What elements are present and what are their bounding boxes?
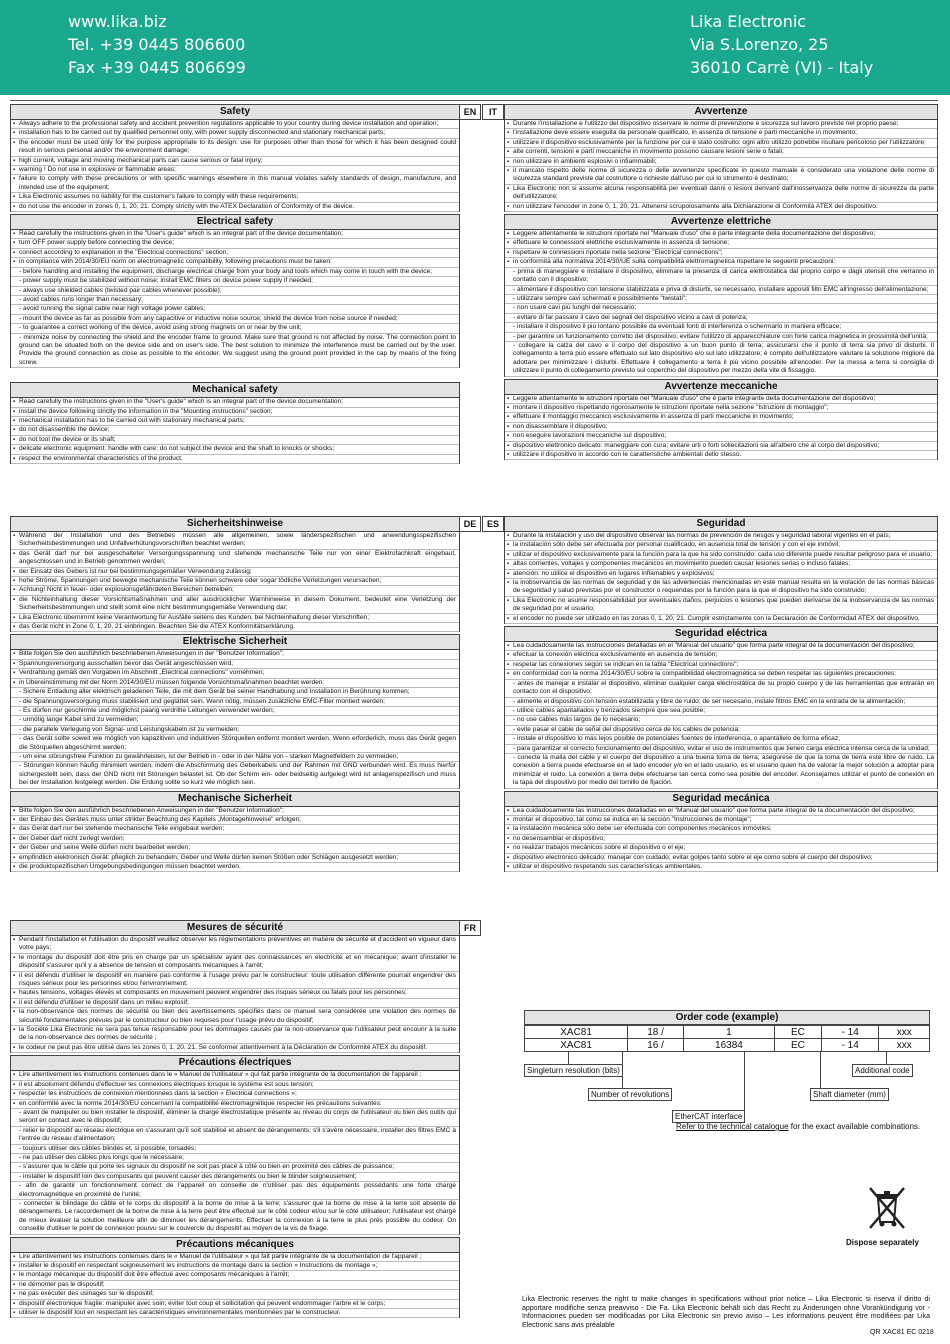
electrical-safety-section [10, 1055, 460, 1234]
safety-list [504, 120, 938, 212]
website-link[interactable]: www.lika.biz [68, 12, 167, 31]
list-item: ▪ montare il dispositivo rispettando rigorosamente le istruzioni riportate nella sezione "Istruzioni di montaggio"; [505, 404, 937, 413]
list-item: - Sichere Entladung aller elektrisch geladenen Teile, die mit dem Gerät bei seiner Handhabung und Installation in Berührung kommen; [11, 688, 459, 697]
list-item: ▪ en conformidad con la norma 2014/30/EU sobre la compatibilidad electromagnética se deben respetar las siguientes precauciones: [505, 670, 937, 679]
list-item: ▪ Während der Installation und des Betriebes müssen alle allgemeinen, sowie länderspezifischen und anwendungsspezifischen Sicherheitsbestimmungen und Unfallverhütungsvorschriften beachtet werden; [11, 532, 459, 550]
list-item: - power supply must be stabilized without noise; install EMC filters on device power supply if needed; [11, 277, 459, 286]
list-item: ▪ dispositivo elettronico delicato: maneggiare con cura; evitare urti o forti sollecitazioni sia all'albero che al corpo del dispositivo; [505, 442, 937, 451]
section-title [504, 104, 938, 120]
order-code-box [524, 1010, 930, 1052]
list-item: ▪ le codeur ne peut pas être utilisé dans les zones 0, 1, 20, 21. Se conformer attentivement à la Déclaration de Conformité ATEX du dispositif. [11, 1044, 459, 1053]
list-item: ▪ la instalación mecánica sólo debe ser efectuada con componentes mecánicos inmóviles; [505, 825, 937, 834]
list-item: ▪ in compliance with 2014/30/EU norm on electromagnetic compatibility, following precautions must be taken: [11, 258, 459, 267]
list-item: - Störungen können häufig minimiert werden, indem die Abschirmung des Geberkabels und der Rahmen mit GND verbunden wird. Es muss hierfür sichergestellt sein, dass der GND nicht mit Störungen belastet ist. Ob der Schirm ein- oder beidseitig aufgelegt wird ist anlagenspezifisch und muss bei der Installation festgelegt werden. Die Erdung sollte so kurz wie möglich sein. [11, 762, 459, 788]
list-item: ▪ das Gerät nicht in Zone 0, 1, 20, 21 einbringen. Beachten Sie die ATEX Konformitätserklärung. [11, 623, 459, 632]
order-code-cell: xxx [879, 1039, 930, 1052]
list-item: ▪ atención: no utilice el dispositivo en lugares inflamables y explosivos; [505, 570, 937, 579]
section-title [10, 791, 460, 807]
list-item: ▪ empfindlich elektronisch Gerät: pfleglich zu behandeln; Geber und Welle dürfen keinen Stößen oder Schlägen ausgesetzt werden; [11, 854, 459, 863]
list-item: - avoid cables runs longer than necessary; [11, 296, 459, 305]
list-item: ▪ alte correnti, tensioni e parti meccaniche in movimento possono causare lesioni serie o fatali; [505, 148, 937, 157]
safety-list [10, 532, 460, 632]
list-item: ▪ en conformité avec la norme 2014/30/EU concernant la compatibilité électromagnétique respecter les précautions suivantes: [11, 1100, 459, 1109]
mechanical-safety-list [504, 807, 938, 873]
list-item: - antes de manejar e instalar el dispositivo, eliminar cualquier carga electrostática de su propio cuerpo y de las herramientas que entrarán en contacto con el dispositivo; [505, 680, 937, 698]
list-item: - minimize noise by connecting the shield and the encoder frame to ground. Make sure that ground is not affected by noise. The connection point to ground can be situated both on the device side and on user's side. The best solution to minimize the interference must be carried out by the user. Provide the ground connection as close as possible to the encoder. We suggest using the ground point provided in the cap by means of the fixing screw. [11, 334, 459, 369]
list-item: ▪ das Gerät darf nur bei ausgeschalteter Versorgungsspannung und stehende mechanische Teile nur von einer Elektrofachkraft eingebaut, angeschlossen und in Betrieb genommen werden; [11, 550, 459, 568]
order-code-table [524, 1025, 930, 1052]
section-title-text: Elektrische Sicherheit [182, 636, 288, 648]
list-item: ▪ Verdrahtung gemäß den Vorgaben im Abschnitt „Electrical connections" vornehmen; [11, 669, 459, 678]
list-item: ▪ in conformità alla normativa 2014/30/UE sulla compatibilità elettromagnetica rispettare le seguenti precauzioni: [505, 258, 937, 267]
list-item: ▪ the encoder must be used only for the purpose appropriate to its design: use for purposes other than those for which it has been designed could result in serious personal and/or the environment damage; [11, 139, 459, 157]
order-code-row [525, 1026, 930, 1039]
list-item: - utilizzare sempre cavi schermati e possibilmente "twistati"; [505, 295, 937, 304]
list-item: ▪ l'installazione deve essere eseguita da personale qualificato, in assenza di tensione e parti meccaniche in movimento; [505, 129, 937, 138]
safety-section [504, 104, 938, 212]
language-tag: FR [459, 920, 481, 936]
section-title-text: Avvertenze elettriche [670, 216, 772, 228]
section-title-text: Seguridad [696, 518, 746, 529]
list-item: ▪ efectuar la conexión eléctrica exclusivamente en ausencia de tensión; [505, 651, 937, 660]
list-item: ▪ utilizar el dispositivo exclusivamente para la función para la que ha sido construido: cada uso diferente puede resultar peligroso para el usuario; [505, 551, 937, 560]
leader-line [568, 1052, 569, 1064]
list-item: ▪ Lire attentivement les instructions contenues dans le « Manuel de l'utilisateur » qui fait partie intégrante de la documentation de l'appareil ; [11, 1071, 459, 1080]
revolutions-label: Number of revolutions [588, 1088, 672, 1101]
leader-line [820, 1052, 821, 1088]
list-item: - avoid running the signal cable near high voltage power cables; [11, 305, 459, 314]
section-title [504, 516, 938, 532]
order-code-cell: 1 [683, 1026, 774, 1039]
list-item: ▪ Lire attentivement les instructions contenues dans le « Manuel de l'utilisateur » qui fait partie intégrante de la documentation de l'appareil ; [11, 1253, 459, 1262]
order-code-cell: 16 / [628, 1039, 684, 1052]
list-item: ▪ non eseguire lavorazioni meccaniche sul dispositivo; [505, 432, 937, 441]
section-title [504, 379, 938, 395]
list-item: - no use cables más largos de lo necesario; [505, 716, 937, 725]
list-item: ▪ das Gerät darf nur bei stehende mechanische Teile eingebaut werden; [11, 825, 459, 834]
list-item: ▪ non utilizzare l'encoder in zone 0, 1, 20, 21. Attenersi scrupolosamente alla Dichiarazione di Conformità ATEX del dispositivo. [505, 203, 937, 212]
section-title [10, 516, 477, 532]
list-item: ▪ la non-observance des normes de sécurité ou bien des avertissements spécifiés dans ce manuel sera considérée une violation des normes de sécurité fondamentales prévues par le constructeur ou bien requises pour l'usage prévu du dispositif; [11, 1008, 459, 1026]
section-title [10, 382, 460, 398]
section-title-text: Mechanische Sicherheit [178, 792, 292, 804]
list-item: ▪ la instalación sólo debe ser efectuada por personal cualificado, en ausencia total de tensión y con el eje inmóvil; [505, 541, 937, 550]
list-item: - toujours utiliser des câbles blindés et, si possible, torsadés; [11, 1145, 459, 1154]
italian-column [504, 104, 938, 462]
list-item: ▪ dispositif électronique fragile: manipuler avec soin; éviter tout coup et sollicitation qui peuvent endommager l'arbre et le corps; [11, 1300, 459, 1309]
list-item: - mount the device as far as possible from any capacitive or inductive noise source; shield the device from noise source if needed; [11, 315, 459, 324]
list-item: ▪ respect the environmental characteristics of the product. [11, 455, 459, 464]
list-item: ▪ high current, voltage and moving mechanical parts can cause serious or fatal injury; [11, 157, 459, 166]
safety-section [504, 516, 938, 624]
list-item: - ne pas utiliser des câbles plus longs que le nécessaire; [11, 1154, 459, 1163]
section-title [10, 920, 476, 936]
order-code-cell: - 14 [821, 1026, 879, 1039]
list-item: ▪ effettuare le connessioni elettriche esclusivamente in assenza di tensione; [505, 239, 937, 248]
list-item: ▪ respetar las conexiones según se indican en la tabla "Electrical connections"; [505, 661, 937, 670]
weee-bin-icon [862, 1182, 912, 1232]
electrical-safety-section [10, 634, 460, 788]
electrical-safety-section [504, 214, 938, 377]
list-item: ▪ el encoder no puede ser utilizado en las zonas 0, 1, 20, 21. Cumplir estrictamente con la Declaración de Conformidad ATEX del dispositivo. [505, 615, 937, 624]
list-item: ▪ le montage du dispositif doit être pris en charge par un spécialiste ayant des connaissances en électricité et en mécanique; avant d'installer le dispositif s'assurer qu'il y a absence de tension et composants mécaniques à l'arrêt; [11, 954, 459, 972]
list-item: ▪ Achtung! Nicht in feuer- oder explosionsgefährdeten Bereichen betreiben; [11, 586, 459, 595]
list-item: - s'assurer que le câble qui porte les signaux du dispositif ne soit pas placé à côté ou bien en proximité des câbles de puissance; [11, 1163, 459, 1172]
list-item: ▪ la Société Lika Electronic ne sera pas tenue responsable pour les dommages causés par la non-observance que l'utilisateur peut encourir à la suite de la non-observance des normes de sécurité ; [11, 1026, 459, 1044]
list-item: - avant de manipuler ou bien installer le dispositif, éliminer la charge électrostatique présente au niveau du corps de l'utilisateur ou bien des outils qui seront en contact avec le dispositif; [11, 1109, 459, 1127]
order-code-cell: XAC81 [525, 1026, 628, 1039]
list-item: ▪ hohe Ströme, Spannungen und bewegte mechanische Teile können schwere oder sogar tödliche Verletzungen verursachen; [11, 577, 459, 586]
section-title-text: Safety [219, 106, 250, 117]
list-item: ▪ do not tool the device or its shaft; [11, 436, 459, 445]
list-item: - das Gerät sollte soweit wie möglich von kapazitiven und induktiven Störquellen entfernt montiert werden. Wenn erforderlich, muss das Gerät gegen die Störquellen abgeschirmt werden; [11, 735, 459, 753]
list-item: ▪ utilizar el dispositivo respetando sus características ambientales. [505, 863, 937, 872]
list-item: ▪ der Geber darf nicht zerlegt werden; [11, 835, 459, 844]
safety-section [10, 516, 477, 632]
contact-block [68, 10, 246, 79]
company-name: Lika Electronic [690, 12, 807, 31]
order-code-cell: - 14 [821, 1039, 879, 1052]
list-item: ▪ non disassemblare il dispositivo; [505, 423, 937, 432]
list-item: ▪ connect according to explanation in the "Electrical connections" section; [11, 249, 459, 258]
additional-code-label: Additional code [852, 1064, 913, 1077]
language-tag: DE [459, 516, 481, 532]
list-item: ▪ do not disassemble the device; [11, 426, 459, 435]
list-item: ▪ ne pas exécuter des usinages sur le dispositif; [11, 1290, 459, 1299]
list-item: - utilice cables apantallados y trenzados siempre que sea posible; [505, 707, 937, 716]
list-item: ▪ Read carefully the instructions given in the "User's guide" which is an integral part of the device documentation; [11, 230, 459, 239]
list-item: ▪ Bitte folgen Sie den ausführlich beschriebenen Anweisungen in der "Benutzer Information"; [11, 807, 459, 816]
safety-section [10, 104, 477, 212]
safety-list [10, 936, 460, 1053]
list-item: ▪ der Einbau des Gerätes muss unter strikter Beachtung des Kapitels „Montagehinweise" erfolgen; [11, 816, 459, 825]
list-item: - instale el dispositivo lo más lejos posible de potenciales fuentes de interferencia, o apantállelo de forma eficaz; [505, 735, 937, 744]
electrical-safety-section [10, 214, 460, 368]
mechanical-safety-section [10, 1237, 460, 1319]
shaft-diameter-label: Shaft diameter (mm) [810, 1088, 889, 1101]
list-item: ▪ la inobservancia de las normas de seguridad y de las advertencias mencionadas en este manual resulta en la violación de las normas básicas de seguridad y salud previstas por el constructor o requeridas por la función para la que el dispositivo ha sido construido; [505, 579, 937, 597]
list-item: ▪ installation has to be carried out by qualified personnel only, with power supply disconnected and stationary mechanical parts; [11, 129, 459, 138]
list-item: - alimente el dispositivo con tensión estabilizada y libre de ruido; de ser necesario, instale filtros EMC en la entrada de la alimentación; [505, 698, 937, 707]
fax-number: Fax +39 0445 806699 [68, 58, 246, 77]
section-title-text: Avvertenze meccaniche [664, 380, 778, 392]
list-item: ▪ ne démonter pas le dispositif; [11, 1281, 459, 1290]
list-item: - before handling and installing the equipment, discharge electrical charge from your body and tools which may come in touch with the device; [11, 268, 459, 277]
french-column [10, 920, 476, 1320]
mechanical-safety-list [10, 807, 460, 873]
section-title [504, 791, 938, 807]
list-item: ▪ le montage mécanique du dispositif doit être effectué avec composants mécaniques à l'arrêt; [11, 1271, 459, 1280]
order-code-cell: 16384 [683, 1039, 774, 1052]
german-column [10, 516, 477, 874]
document-id: QR XAC81 EC 0218 [870, 1329, 934, 1336]
section-title-text: Précautions mécaniques [176, 1238, 294, 1250]
list-item: ▪ Spannungsversorgung ausschalten bevor das Gerät angeschlossen wird; [11, 660, 459, 669]
list-item: - always use shielded cables (twisted pair cables whenever possible); [11, 287, 459, 296]
list-item: ▪ warning ! Do not use in explosive or flammable areas; [11, 166, 459, 175]
list-item: ▪ il est absolument défendu d'effectuer les connexions électriques lorsque le système est sous tension; [11, 1081, 459, 1090]
list-item: ▪ respecter les instructions de connexion mentionnées dans la section « Electrical connections »; [11, 1090, 459, 1099]
list-item: - to guarantee a correct working of the device, avoid using strong magnets on or near by the unit; [11, 324, 459, 333]
electrical-safety-list [504, 642, 938, 789]
section-title [10, 1237, 460, 1253]
list-item: ▪ do not use the encoder in zones 0, 1, 20, 21. Comply strictly with the ATEX Declaration of Conformity of the device. [11, 203, 459, 212]
singleturn-label: Singleturn resolution (bits) [524, 1064, 623, 1077]
section-title-text: Mechanical safety [192, 384, 278, 396]
list-item: - collegare la calza del cavo e il corpo del dispositivo a un buon punto di terra; assicurarsi che il punto di terra sia privo di disturbi. Il collegamento a terra può essere effettuato sul lato dispositivo e/o sul lato utilizzatore; è compito dell'utilizzatore valutare la soluzione migliore da adottare per minimizzare i disturbi. Effettuare il collegamento a terra il più vicino possibile all'encoder. Per la messa a terra si consiglia di utilizzare il punto di collegamento previsto sul coperchio del dispositivo per mezzo della vite di fissaggio. [505, 342, 937, 377]
language-tag-es: ES [482, 516, 504, 532]
list-item: ▪ Lika Electronic non si assume alcuna responsabilità per eventuali danni o lesioni derivanti dall'inosservanza delle norme di sicurezza da parte dell'utilizzatore; [505, 185, 937, 203]
list-item: ▪ Bitte folgen Sie den ausführlich beschriebenen Anweisungen in der "Benutzer Information"; [11, 650, 459, 659]
section-title-text: Avvertenze [694, 106, 748, 117]
list-item: ▪ no realizar trabajos mecánicos sobre el dispositivo o el eje; [505, 844, 937, 853]
list-item: - evitare di far passare il cavo dei segnali del dispositivo vicino a cavi di potenza; [505, 314, 937, 323]
list-item: ▪ Durante l'installazione e l'utilizzo del dispositivo osservare le norme di prevenzione e sicurezza sul lavoro previste nel proprio paese; [505, 120, 937, 129]
list-item: - um eine störungsfreie Funktion zu gewährleisten, ist der Betrieb in - oder in der Nähe von - starken Magnetfeldern zu vermeiden; [11, 753, 459, 762]
list-item: ▪ non utilizzare in ambienti esplosivi o infiammabili; [505, 158, 937, 167]
list-item: - die Spannungsversorgung muss stabilisiert und geglättet sein. Wenn nötig, müssen zusätzliche EMC-Filter montiert werden; [11, 698, 459, 707]
language-tag-it: IT [482, 104, 504, 120]
order-code-cell: EC [774, 1039, 821, 1052]
list-item: ▪ Always adhere to the professional safety and accident prevention regulations applicable to your country during device installation and operation; [11, 120, 459, 129]
list-item: ▪ Leggere attentamente le istruzioni riportate nel "Manuale d'uso" che è parte integrante della documentazione del dispositivo; [505, 395, 937, 404]
mechanical-safety-list [10, 398, 460, 464]
electrical-safety-section [504, 626, 938, 789]
address-block [690, 10, 873, 79]
street-address: Via S.Lorenzo, 25 [690, 35, 829, 54]
list-item: - Es dürfen nur geschirmte und möglichst paarig verdrillte Leitungen verwendet werden; [11, 707, 459, 716]
mechanical-safety-list [504, 395, 938, 461]
order-code-cell: xxx [879, 1026, 930, 1039]
page-header [0, 0, 950, 95]
list-item: - installare il dispositivo il più lontano possibile da eventuali fonti di interferenza o schermarlo in maniera efficace; [505, 323, 937, 332]
dispose-label: Dispose separately [846, 1238, 919, 1247]
list-item: ▪ der Geber und seine Welle dürfen nicht bearbeitet werden; [11, 844, 459, 853]
mechanical-safety-section [504, 379, 938, 461]
reference-note [676, 1122, 920, 1131]
list-item: ▪ die Nichteinhaltung dieser Vorsichtsmaßnahmen und aller ausdrücklicher Warnhinweise in diesem Dokument, bedeutet eine Verletzung der Sicherheitsbestimmungen und stellt somit eine nicht bestimmungsgemäße Verwendung dar; [11, 596, 459, 614]
list-item: ▪ utilizzare il dispositivo in accordo con le caratteristiche ambientali dello stesso. [505, 451, 937, 460]
mechanical-safety-section [10, 382, 460, 464]
list-item: - installer le dispositif loin des composants qui peuvent causer des dérangements ou bien le blinder soigneusement; [11, 1173, 459, 1182]
section-title-text: Seguridad eléctrica [674, 628, 768, 640]
list-item: - prima di maneggiare e installare il dispositivo, eliminare la presenza di carica elettrostatica dal proprio corpo e dagli utensili che verranno in contatto con il dispositivo; [505, 268, 937, 286]
section-title-text: Mesures de sécurité [186, 922, 284, 933]
interface-label: EtherCAT interface [672, 1110, 745, 1123]
list-item: ▪ Lika Electronic assumes no liability for the customer's failure to comply with these requirements; [11, 193, 459, 202]
safety-list [504, 532, 938, 624]
list-item: ▪ hautes tensions, voltages élevés et composants en mouvement peuvent engendrer des risques sérieux ou fatals pour les personnes; [11, 989, 459, 998]
list-item: ▪ install the device following strictly the information in the "Mounting instructions" section; [11, 408, 459, 417]
catalogue-link[interactable]: Refer to the technical catalogue [676, 1122, 789, 1131]
list-item: ▪ utiliser le dispositif tout en respectant les caractéristiques environnementales mentionnées par le constructeur. [11, 1309, 459, 1318]
electrical-safety-list [504, 230, 938, 377]
list-item: ▪ delicate electronic equipment: handle with care; do not subject the device and the shaft to knocks or shocks; [11, 445, 459, 454]
english-column [10, 104, 477, 466]
spanish-column [504, 516, 938, 874]
list-item: - connecter le blindage du câble et le corps du dispositif à la borne de mise à la terre; s'assurer que la borne de mise à la terre soit absente de dérangements. Le raccordement de la borne de mise à la terre peut être effectué sur le côté codeur et/ou sur le côté utilisateur; l'utilisateur est chargé de mieux évaluer la solution meilleure afin de diminuer les dérangements. Effectuer la connexion à la terre le plus près possible du codeur. On conseille d'utiliser le point de connexion pourvu sur le couvercle du dispositif au moyen de la vis de fixage. [11, 1200, 459, 1235]
list-item: ▪ Pendant l'installation et l'utilisation du dispositif veuillez observer les réglementations préventives en matière de sécurité et d'accident en vigueur dans votre pays; [11, 936, 459, 954]
list-item: ▪ Lea cuidadosamente las instrucciones detalladas en el "Manual del usuario" que forma parte integral de la documentación del dispositivo; [505, 807, 937, 816]
list-item: - alimentare il dispositivo con tensione stabilizzata e priva di disturbi, se necessario, installare appositi filtri EMC all'ingresso dell'alimentazione; [505, 286, 937, 295]
list-item: ▪ Read carefully the instructions given in the "User's guide" which is an integral part of the device documentation; [11, 398, 459, 407]
mechanical-safety-section [504, 791, 938, 873]
section-title [504, 214, 938, 230]
section-title [10, 634, 460, 650]
section-title [10, 1055, 460, 1071]
list-item: ▪ Lika Electronic no asume responsabilidad por eventuales daños, perjuicios o lesiones que pueden derivarse de la inobservancia de las normas de seguridad por el usuario; [505, 597, 937, 615]
section-title-text: Electrical safety [196, 216, 274, 228]
reference-note-rest: for the exact available combinations. [788, 1122, 921, 1131]
disclaimer-footer: Lika Electronic reserves the right to make changes in specifications without prior notice – Lika Electronic si riserva il diritto di apportare modifiche senza preavviso - Die Fa. Lika Electronic behält sich das Recht zu Änderungen ohne Vorankündigung vor - Informaciones pueden ser modificadas por Lika Electronic sin previo aviso – Les informations peuvent être modifiées par Lika Electronic sans avis préalable [522, 1296, 930, 1329]
list-item: ▪ der Einsatz des Gebers ist nur bei bestimmungsgemäßer Verwendung zulässig; [11, 568, 459, 577]
list-item: ▪ no desensamblar el dispositivo; [505, 835, 937, 844]
section-title [504, 626, 938, 642]
list-item: ▪ altas corrientes, voltajes y componentes mecánicos en movimiento pueden causar lesiones serias o incluso fatales; [505, 560, 937, 569]
safety-list [10, 120, 460, 212]
list-item: - afin de garantir un fonctionnement correct de l'appareil on conseille de n'utiliser pas des équipements possédants une forte charge électromagnétique en proximité de l'unité; [11, 1182, 459, 1200]
section-title [10, 104, 477, 120]
list-item: ▪ effettuare il montaggio meccanico esclusivamente in assenza di parti meccaniche in movimento; [505, 413, 937, 422]
list-item: - para garantizar el correcto funcionamiento del dispositivo, evitar el uso de instrumentos que tienen carga eléctrica intensa cerca de la unidad; [505, 745, 937, 754]
leader-line [886, 1052, 887, 1064]
leader-line [744, 1052, 745, 1112]
list-item: ▪ rispettare le connessioni riportate nella sezione "Electrical connections"; [505, 249, 937, 258]
phone-number: Tel. +39 0445 806600 [68, 35, 246, 54]
list-item: ▪ il est défendu d'utiliser le dispositif en manière pas conforme à l'usage prévu par le constructeur: toute utilisation différente pourrait engendrer des risques sérieux pour les personnes et/ou l'environnement; [11, 972, 459, 990]
electrical-safety-list [10, 1071, 460, 1234]
order-code-row [525, 1039, 930, 1052]
list-item: - non usare cavi più lunghi del necessario; [505, 304, 937, 313]
section-title-text: Précautions électriques [178, 1057, 292, 1069]
list-item: ▪ Lika Electronic übernimmt keine Verantwortung für Ausfälle seitens des Kunden, bei Nichteinhaltung dieser Vorschriften; [11, 614, 459, 623]
list-item: ▪ dispositivo electrónico delicado: manejar con cuidado; evitar golpes tanto sobre el eje como sobre el cuerpo del dispositivo; [505, 854, 937, 863]
list-item: ▪ il mancato rispetto delle norme di sicurezza o delle avvertenze specificate in questo manuale è considerato una violazione delle norme di sicurezza standard previste dal costruttore o richieste dall'uso per cui lo strumento è destinato; [505, 167, 937, 185]
section-title-text: Sicherheitshinweise [186, 518, 284, 529]
list-item: ▪ Lea cuidadosamente las instrucciones detalladas en el "Manual del usuario" que forma parte integral de la documentación del dispositivo; [505, 642, 937, 651]
list-item: - die parallele Verlegung von Signal- und Leistungskabeln ist zu vermeiden; [11, 726, 459, 735]
list-item: ▪ in Übereinstimmung mit der Norm 2014/30/EU müssen folgende Vorsichtsmaßnahmen beachtet werden: [11, 679, 459, 688]
section-title [10, 214, 460, 230]
list-item: ▪ turn OFF power supply before connecting the device; [11, 239, 459, 248]
list-item: ▪ utilizzare il dispositivo esclusivamente per la funzione per cui è stato costruito: ogni altro utilizzo potrebbe risultare pericoloso per l'utilizzatore; [505, 139, 937, 148]
safety-section [10, 920, 476, 1053]
order-code-title: Order code (example) [524, 1010, 930, 1025]
list-item: ▪ il est défendu d'utiliser le dispositif dans un milieu explosif; [11, 999, 459, 1008]
mechanical-safety-section [10, 791, 460, 873]
list-item: ▪ installer le dispositif en respectant soigneusement les instructions de montage dans la section « Instructions de montage »; [11, 1262, 459, 1271]
list-item: ▪ mechanical installation has to be carried out with stationary mechanical parts; [11, 417, 459, 426]
list-item: - unnötig lange Kabel sind zu vermeiden; [11, 716, 459, 725]
section-title-text: Seguridad mecánica [672, 792, 770, 804]
list-item: - per garantire un funzionamento corretto del dispositivo, evitare l'utilizzo di apparecchiature con forte carica magnetica in prossimità dell'unità; [505, 333, 937, 342]
list-item: - evite pasar el cable de señal del dispositivo cerca de los cables de potencia; [505, 726, 937, 735]
language-tag: EN [459, 104, 481, 120]
list-item: ▪ Durante la instalación y uso del dispositivo observar las normas de prevención de riesgos y seguridad laboral vigentes en el país; [505, 532, 937, 541]
electrical-safety-list [10, 230, 460, 368]
order-code-cell: EC [774, 1026, 821, 1039]
list-item: ▪ montar el dispositivo, tal como se indica en la sección "Instrucciones de montaje"; [505, 816, 937, 825]
list-item: ▪ failure to comply with these precautions or with specific warnings elsewhere in this manual violates safety standards of design, manufacture, and intended use of the equipment; [11, 175, 459, 193]
list-item: ▪ Leggere attentamente le istruzioni riportate nel "Manuale d'uso" che è parte integrante della documentazione del dispositivo; [505, 230, 937, 239]
header-divider [10, 100, 938, 101]
list-item: - relier le dispositif au réseau électrique en s'assurant qu'il soit stabilisé et absent de dérangements; s'il s'avère nécessaire, installer des filtres EMC à l'entrée du réseau d'alimentation; [11, 1127, 459, 1145]
city-address: 36010 Carrè (VI) - Italy [690, 58, 874, 77]
list-item: - conecte la malla del cable y el cuerpo del dispositivo a una buena toma de tierra; asegúrese de que la toma de tierra esté libre de ruido. La conexión a tierra puede efectuarse en el lado encoder y/o en el lado usuario, es el usuario quien ha de valorar la mejor solución a adoptar para minimizar el ruido. La conexión a tierra debe efectuarse tan cerca como sea posible del encoder. Aconsejamos utilizar el punto de conexión en la tapa del dispositivo por medio del tornillo de fijación. [505, 754, 937, 789]
electrical-safety-list [10, 650, 460, 788]
order-code-cell: XAC81 [525, 1039, 628, 1052]
order-code-cell: 18 / [628, 1026, 684, 1039]
list-item: ▪ die produktspezifischen Umgebungsbedingungen müssen beachtet werden. [11, 863, 459, 872]
mechanical-safety-list [10, 1253, 460, 1319]
